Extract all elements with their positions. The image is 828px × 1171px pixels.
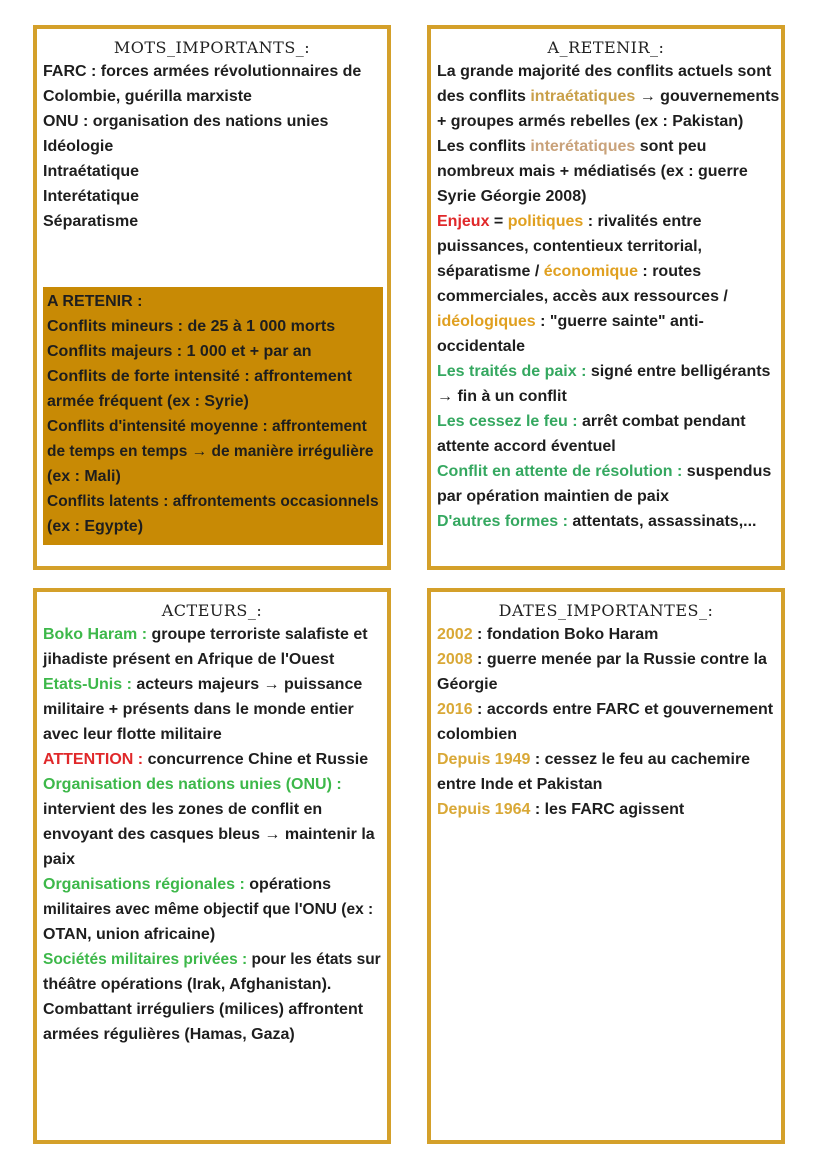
date-year: 2002 xyxy=(437,626,473,643)
text-line: séparatisme / économique : routes xyxy=(437,263,702,280)
box-line: armée fréquent (ex : Syrie) xyxy=(47,393,249,410)
acteurs-title: ACTEURS_: xyxy=(161,601,263,620)
actor-societes-militaires: Sociétés militaires privées : xyxy=(43,951,248,968)
a-retenir-text xyxy=(431,59,781,534)
text-line: Enjeux = politiques : rivalités entre xyxy=(437,213,702,230)
text-line: → fin à un conflit xyxy=(437,388,567,405)
date-year: Depuis 1964 xyxy=(437,801,531,818)
text-line: théâtre opérations (Irak, Afghanistan). xyxy=(43,976,332,993)
mot-line: Idéologie xyxy=(43,138,114,155)
date-line: colombien xyxy=(437,726,518,743)
text-line: Conflit en attente de résolution : suspendus xyxy=(437,463,772,480)
text-line: intervient des les zones de conflit en xyxy=(43,801,323,818)
date-line: Depuis 1949 : cessez le feu au cachemire xyxy=(437,751,751,768)
box-line: Conflits d'intensité moyenne : affrontement xyxy=(47,418,367,435)
actor-etats-unis: Etats-Unis : xyxy=(43,676,132,693)
text-line: militaire + présents dans le monde entier xyxy=(43,701,354,718)
text-line: puissances, contentieux territorial, xyxy=(437,238,702,255)
term-traites: Les traités de paix : xyxy=(437,363,587,380)
actor-onu: Organisation des nations unies (ONU) : xyxy=(43,776,342,793)
term-economique: économique xyxy=(543,263,638,280)
mot-line: Interétatique xyxy=(43,188,140,205)
text-line: Les traités de paix : signé entre belligérants xyxy=(437,363,771,380)
box-line: (ex : Egypte) xyxy=(47,518,144,535)
term-politiques: politiques xyxy=(507,213,584,230)
box-line: Conflits majeurs : 1 000 et + par an xyxy=(47,343,312,360)
term-enjeux: Enjeux xyxy=(437,213,490,230)
term-autres-formes: D'autres formes : xyxy=(437,513,568,530)
a-retenir-box xyxy=(43,287,383,545)
actor-organisations-regionales: Organisations régionales : xyxy=(43,876,245,893)
term-intraetatiques: intraétatiques xyxy=(530,88,636,105)
text-line: + groupes armés rebelles (ex : Pakistan) xyxy=(437,113,744,130)
text-line: La grande majorité des conflits actuels sont xyxy=(437,63,772,80)
box-line: Conflits latents : affrontements occasionnels xyxy=(47,493,379,510)
dates-importantes-card xyxy=(427,588,785,1144)
term-interetatiques: interétatiques xyxy=(530,138,636,155)
text-line: occidentale xyxy=(437,338,526,355)
dates-text xyxy=(431,622,781,822)
date-year: 2008 xyxy=(437,651,473,668)
box-line: Conflits mineurs : de 25 à 1 000 morts xyxy=(47,318,336,335)
text-line: commerciales, accès aux ressources / xyxy=(437,288,728,305)
a-retenir-card xyxy=(427,25,785,570)
text-line: avec leur flotte militaire xyxy=(43,726,222,743)
acteurs-card xyxy=(33,588,391,1144)
text-line: Etats-Unis : acteurs majeurs → puissance xyxy=(43,676,363,693)
date-line: 2002 : fondation Boko Haram xyxy=(437,626,659,643)
text-line: D'autres formes : attentats, assassinats,... xyxy=(437,513,757,530)
actor-boko-haram: Boko Haram : xyxy=(43,626,148,643)
date-year: 2016 xyxy=(437,701,473,718)
date-line: 2016 : accords entre FARC et gouvernement xyxy=(437,701,774,718)
box-line: (ex : Mali) xyxy=(47,468,121,485)
text-line: idéologiques : "guerre sainte" anti- xyxy=(437,313,704,330)
text-line: Combattant irréguliers (milices) affrontent xyxy=(43,1001,364,1018)
box-line: de temps en temps → de manière irrégulière xyxy=(47,443,374,460)
mot-line: FARC : forces armées révolutionnaires de xyxy=(43,63,362,80)
text-line: paix xyxy=(43,851,76,868)
text-line: envoyant des casques bleus → maintenir la xyxy=(43,826,375,843)
date-year: Depuis 1949 xyxy=(437,751,531,768)
mot-line: Colombie, guérilla marxiste xyxy=(43,88,252,105)
date-line: 2008 : guerre menée par la Russie contre la xyxy=(437,651,767,668)
text-line: des conflits intraétatiques → gouvernements xyxy=(437,88,780,105)
text-line: armées régulières (Hamas, Gaza) xyxy=(43,1026,295,1043)
mot-line: Séparatisme xyxy=(43,213,139,230)
mots-importants-list xyxy=(37,59,387,234)
mots-importants-card xyxy=(33,25,391,570)
text-line: jihadiste présent en Afrique de l'Ouest xyxy=(43,651,335,668)
date-line: Géorgie xyxy=(437,676,498,693)
mots-importants-title: MOTS_IMPORTANTS_: xyxy=(113,38,311,57)
a-retenir-title: A_RETENIR_: xyxy=(547,38,665,57)
text-line: attente accord éventuel xyxy=(437,438,616,455)
term-conflit-attente: Conflit en attente de résolution : xyxy=(437,463,683,480)
acteurs-text xyxy=(37,622,387,1047)
box-line: Conflits de forte intensité : affrontement xyxy=(47,368,352,385)
mot-line: ONU : organisation des nations unies xyxy=(43,113,329,130)
dates-importantes-title: DATES_IMPORTANTES_: xyxy=(498,601,714,620)
mot-line: Intraétatique xyxy=(43,163,140,180)
date-line: Depuis 1964 : les FARC agissent xyxy=(437,801,685,818)
term-cessez-le-feu: Les cessez le feu : xyxy=(437,413,578,430)
text-line: Syrie Géorgie 2008) xyxy=(437,188,587,205)
text-line: Boko Haram : groupe terroriste salafiste et xyxy=(43,626,368,643)
text-line: nombreux mais + médiatisés (ex : guerre xyxy=(437,163,748,180)
term-ideologiques: idéologiques xyxy=(437,313,536,330)
date-line: entre Inde et Pakistan xyxy=(437,776,603,793)
text-line: Organisations régionales : opérations xyxy=(43,876,332,893)
text-line: Sociétés militaires privées : pour les états sur xyxy=(43,951,381,968)
box-line: A RETENIR : xyxy=(47,293,143,310)
attention-label: ATTENTION : xyxy=(43,751,144,768)
text-line: Les cessez le feu : arrêt combat pendant xyxy=(437,413,746,430)
text-line: Les conflits interétatiques sont peu xyxy=(437,138,707,155)
text-line: ATTENTION : concurrence Chine et Russie xyxy=(43,751,369,768)
text-line: par opération maintien de paix xyxy=(437,488,670,505)
text-line: militaires avec même objectif que l'ONU (ex : xyxy=(43,901,374,918)
text-line: OTAN, union africaine) xyxy=(43,926,216,943)
